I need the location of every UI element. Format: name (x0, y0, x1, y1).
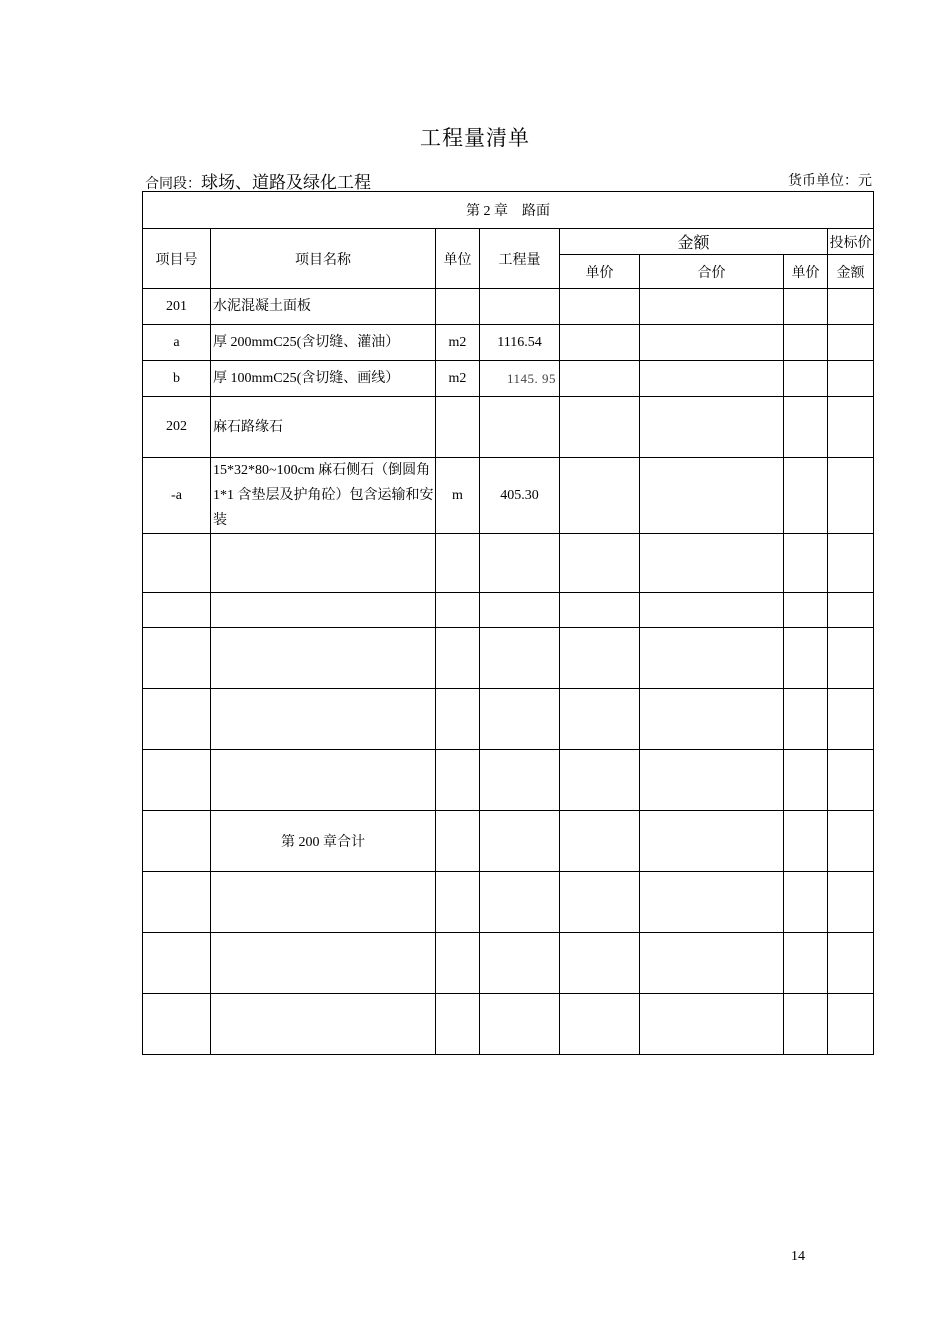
table-row (143, 458, 874, 534)
unit-price-cell (560, 289, 640, 325)
empty-row (143, 628, 874, 689)
chapter-subtotal-label: 第 200 章合计 (211, 811, 436, 872)
header-amount-group: 金额 (560, 229, 828, 255)
bill-of-quantities-table (142, 191, 874, 1055)
empty-row (143, 933, 874, 994)
bid-amount-cell (828, 361, 874, 397)
header-unit-price: 单价 (560, 255, 640, 289)
page-number: 14 (791, 1249, 805, 1264)
header-total-price: 合价 (640, 255, 784, 289)
bid-amount-cell (828, 458, 874, 534)
currency-unit: 货币单位：元 (788, 174, 872, 189)
item-name-cell: 水泥混凝土面板 (211, 289, 436, 325)
unit-price-cell (560, 361, 640, 397)
bid-unit-price-cell (784, 397, 828, 458)
contract-label: 合同段： (145, 177, 201, 192)
header-quantity: 工程量 (480, 229, 560, 289)
total-price-cell (640, 361, 784, 397)
item-name-cell: 厚 100mmC25(含切缝、画线） (211, 361, 436, 397)
total-price-cell (640, 458, 784, 534)
header-bid-unit-price: 单价 (784, 255, 828, 289)
contract-name: 球场、道路及绿化工程 (201, 173, 371, 192)
header-item-no: 项目号 (143, 229, 211, 289)
header-unit: 单位 (436, 229, 480, 289)
item-no-cell: -a (143, 458, 211, 534)
table-row (143, 289, 874, 325)
empty-row (143, 872, 874, 933)
subtotal-row (143, 811, 874, 872)
bid-unit-price-cell (784, 289, 828, 325)
contract-section (145, 168, 371, 193)
bid-amount-cell (828, 397, 874, 458)
unit-cell: m2 (436, 361, 480, 397)
unit-price-cell (560, 458, 640, 534)
unit-price-cell (560, 397, 640, 458)
item-name-cell: 15*32*80~100cm 麻石侧石（倒圆角 1*1 含垫层及护角砼）包含运输和安装 (211, 458, 436, 534)
empty-row (143, 750, 874, 811)
header-item-name: 项目名称 (211, 229, 436, 289)
bid-amount-cell (828, 289, 874, 325)
total-price-cell (640, 397, 784, 458)
chapter-row (143, 192, 874, 229)
item-no-cell: 201 (143, 289, 211, 325)
empty-row (143, 994, 874, 1055)
quantity-cell (480, 397, 560, 458)
item-no-cell: 202 (143, 397, 211, 458)
total-price-cell (640, 325, 784, 361)
bid-amount-cell (828, 325, 874, 361)
chapter-title: 第 2 章 路面 (143, 192, 874, 229)
item-no-cell: a (143, 325, 211, 361)
unit-cell: m (436, 458, 480, 534)
empty-row (143, 534, 874, 593)
empty-row (143, 689, 874, 750)
table-row (143, 397, 874, 458)
unit-cell: m2 (436, 325, 480, 361)
table-row (143, 361, 874, 397)
bid-unit-price-cell (784, 325, 828, 361)
header-bid-amount: 金额 (828, 255, 874, 289)
bid-unit-price-cell (784, 458, 828, 534)
bid-unit-price-cell (784, 361, 828, 397)
unit-price-cell (560, 325, 640, 361)
quantity-cell: 405.30 (480, 458, 560, 534)
quantity-cell (480, 289, 560, 325)
table-row (143, 325, 874, 361)
header-bid-group: 投标价 (828, 229, 874, 255)
empty-row (143, 593, 874, 628)
unit-cell (436, 397, 480, 458)
header-row-1 (143, 229, 874, 255)
item-name-cell: 麻石路缘石 (211, 397, 436, 458)
item-no-cell: b (143, 361, 211, 397)
document-title: 工程量清单 (420, 126, 530, 150)
item-name-cell: 厚 200mmC25(含切缝、灌油） (211, 325, 436, 361)
quantity-cell: 1145. 95 (480, 361, 560, 397)
unit-cell (436, 289, 480, 325)
quantity-cell: 1116.54 (480, 325, 560, 361)
total-price-cell (640, 289, 784, 325)
